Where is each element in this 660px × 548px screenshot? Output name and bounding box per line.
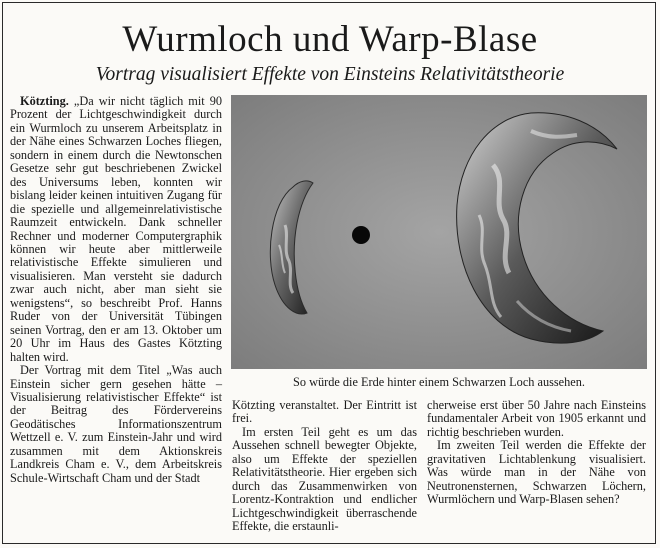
paragraph-2: Der Vortrag mit dem Titel „Was auch Einstein sicher gern gesehen hätte – Visualisierung relativistischer Effekte“ ist der Beitrag des Fördervereins Geodätisches Informationszentrum Wettzell e. V. zum Einstein-Jahr und wird zusammen mit dem Aktionskreis Landkreis Cham e. V., dem Arbeitskreis Schule-Wirtschaft Cham und der Stadt [10,363,222,485]
paragraph-4: Im ersten Teil geht es um das Aussehen schnell bewegter Objekte, also um Effekte der speziellen Relativitätstheorie. Hier ergeben sich durch das Zusammenwirken von Lorentz-Kontraktion und endlicher Lichtgeschwindigkeit überraschende Effekte, die erstaunli- [232,424,417,534]
headline: Wurmloch und Warp-Blase [122,19,538,60]
subheadline: Vortrag visualisiert Effekte von Einsteins Relativitätstheorie [95,64,565,85]
dateline: Kötzting. [20,94,69,108]
text-column-3 [427,399,646,507]
paragraph-5: cherweise erst über 50 Jahre nach Einsteins fundamentaler Arbeit von 1905 erkannt und richtig beschrieben wurden. [427,398,646,439]
paragraph-1-text: „Da wir nicht täglich mit 90 Prozent der Lichtgeschwindigkeit durch ein Wurmloch zu unserem Arbeitsplatz in der Nähe eines Schwarzen Loches fliegen, sondern in einem durch die Newtonschen Gesetze sehr gut beschriebenen Zwickel des Universums leben, konnten wir bislang leider keinen intuitiven Zugang für die spezielle und allgemeinrelativistische Raumzeit entwickeln. Dank schneller Rechner und moderner Computergraphik können wir heute aber mittlerweile relativistische Effekte simulieren und visualisieren. Man versteht sie dadurch zwar auch nicht, aber man sieht sie wenigstens“, so beschreibt Prof. Hanns Ruder von der Universität Tübingen seinen Vortrag, den er am 13. Oktober um 20 Uhr im Haus des Gastes Kötzting halten wird. [10,94,222,364]
paragraph-3: Kötzting veranstaltet. Der Eintritt ist frei. [232,398,417,426]
text-column-2 [232,399,417,534]
photo-graphic [231,95,647,369]
paragraph-6: Im zweiten Teil werden die Effekte der gravitativen Lichtablenkung visualisiert. Was würde man in der Nähe von Neutronensternen, Schwarzen Löchern, Wurmlöchern und Warp-Blasen sehen? [427,438,646,507]
black-hole-icon [352,226,370,244]
paragraph-1 [10,95,222,364]
text-column-1 [10,95,222,485]
article-photo [231,95,647,369]
photo-caption: So würde die Erde hinter einem Schwarzen Loch aussehen. [293,375,585,389]
